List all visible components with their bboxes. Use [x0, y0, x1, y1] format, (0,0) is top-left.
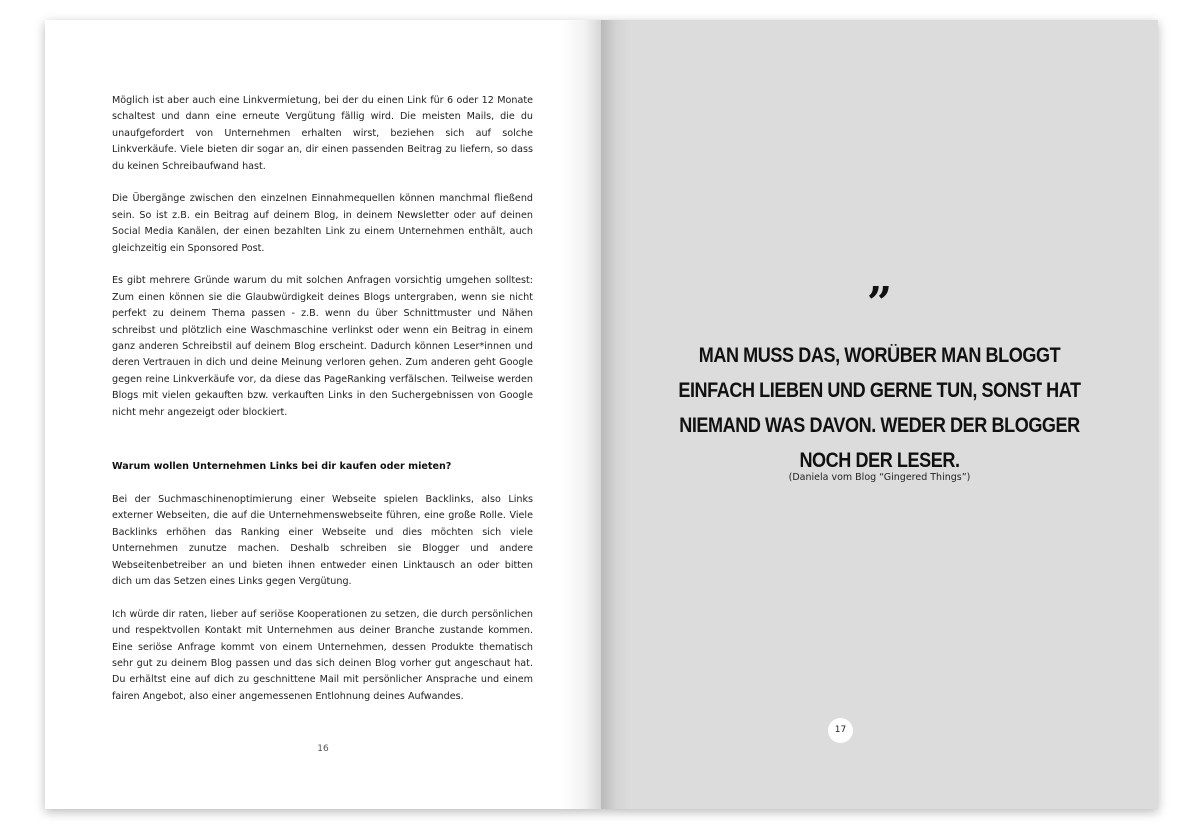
left-page [45, 20, 601, 809]
quote-source: (Daniela vom Blog “Gingered Things”) [788, 472, 971, 483]
body-text [112, 93, 533, 722]
book-spread [45, 20, 1158, 809]
page-number-left: 16 [317, 744, 329, 754]
section-heading: Warum wollen Unternehmen Links bei dir kaufen oder mieten? [112, 461, 452, 473]
right-page [601, 20, 1158, 809]
paragraph-2: Die Übergänge zwischen den einzelnen Einnahmequellen können manchmal fließend sein. So ist z.B. ein Beitrag auf deinem Blog, in deinem Newsletter oder auf deinen Social Media Kanälen, der einen bezahlten Link zu einem Unternehmen enthält, auch gleichzeitig ein Sponsored Post. [112, 193, 533, 254]
paragraph-4: Bei der Suchmaschinenoptimierung einer Webseite spielen Backlinks, also Links externer Webseiten, die auf die Unternehmenswebseite führen, eine große Rolle. Viele Backlinks erhöhen das Ranking einer Webseite und dies möchten sich viele Unternehmen zunutze machen. Deshalb schreiben sie Blogger und andere Webseitenbetreiber an und bieten ihnen entweder einen Linktausch an oder bitten dich um das Setzen eines Links gegen Vergütung. [112, 493, 533, 587]
paragraph-3: Es gibt mehrere Gründe warum du mit solchen Anfragen vorsichtig umgehen solltest: Zum einen können sie die Glaubwürdigkeit deines Blogs untergraben, wenn sie nicht perfekt zu deinem Thema passen - z.B. wenn du über Schnittmuster und Nähen schreibst und plötzlich eine Waschmaschine verlinkst oder wenn ein Beitrag in einem ganz anderen Schreibstil auf deinem Blog erscheint. Dadurch können Leser*innen und deren Vertrauen in dich und deine Meinung verloren gehen. Zum anderen geht Google gegen reine Linkverkäufe vor, da diese das PageRanking verfälschen. Teilweise werden Blogs mit vielen gekauften bzw. verkauften Links in den Suchergebnissen von Google nicht mehr angezeigt oder blockiert. [112, 275, 533, 418]
paragraph-1: Möglich ist aber auch eine Linkvermietung, bei der du einen Link für 6 oder 12 Monate schaltest und dann eine erneute Vergütung fällig wird. Die meisten Mails, die du unaufgefordert von Unternehmen erhalten wirst, beziehen sich auf solche Linkverkäufe. Viele bieten dir sogar an, dir einen passenden Beitrag zu liefern, so dass du keinen Schreibaufwand hast. [112, 95, 533, 172]
pull-quote: MAN MUSS DAS, WORÜBER MAN BLOGGT EINFACH LIEBEN UND GERNE TUN, SONST HAT NIEMAND WAS DAVON. WEDER DER BLOGGER NOCH DER LESER. [678, 344, 1081, 472]
page-number-right: 17 [828, 718, 853, 743]
quote-mark-icon: ” [866, 278, 893, 329]
paragraph-5: Ich würde dir raten, lieber auf seriöse Kooperationen zu setzen, die durch persönlichen und respektvollen Kontakt mit Unternehmen aus deiner Branche zustande kommen. Eine seriöse Anfrage kommt von einem Unternehmen, dessen Produkte thematisch sehr gut zu deinem Blog passen und das sich deinen Blog vorher gut angeschaut hat. Du erhältst eine auf dich zu geschnittene Mail mit persönlicher Ansprache und einem fairen Angebot, also einer angemessenen Entlohnung deines Aufwandes. [112, 608, 533, 702]
